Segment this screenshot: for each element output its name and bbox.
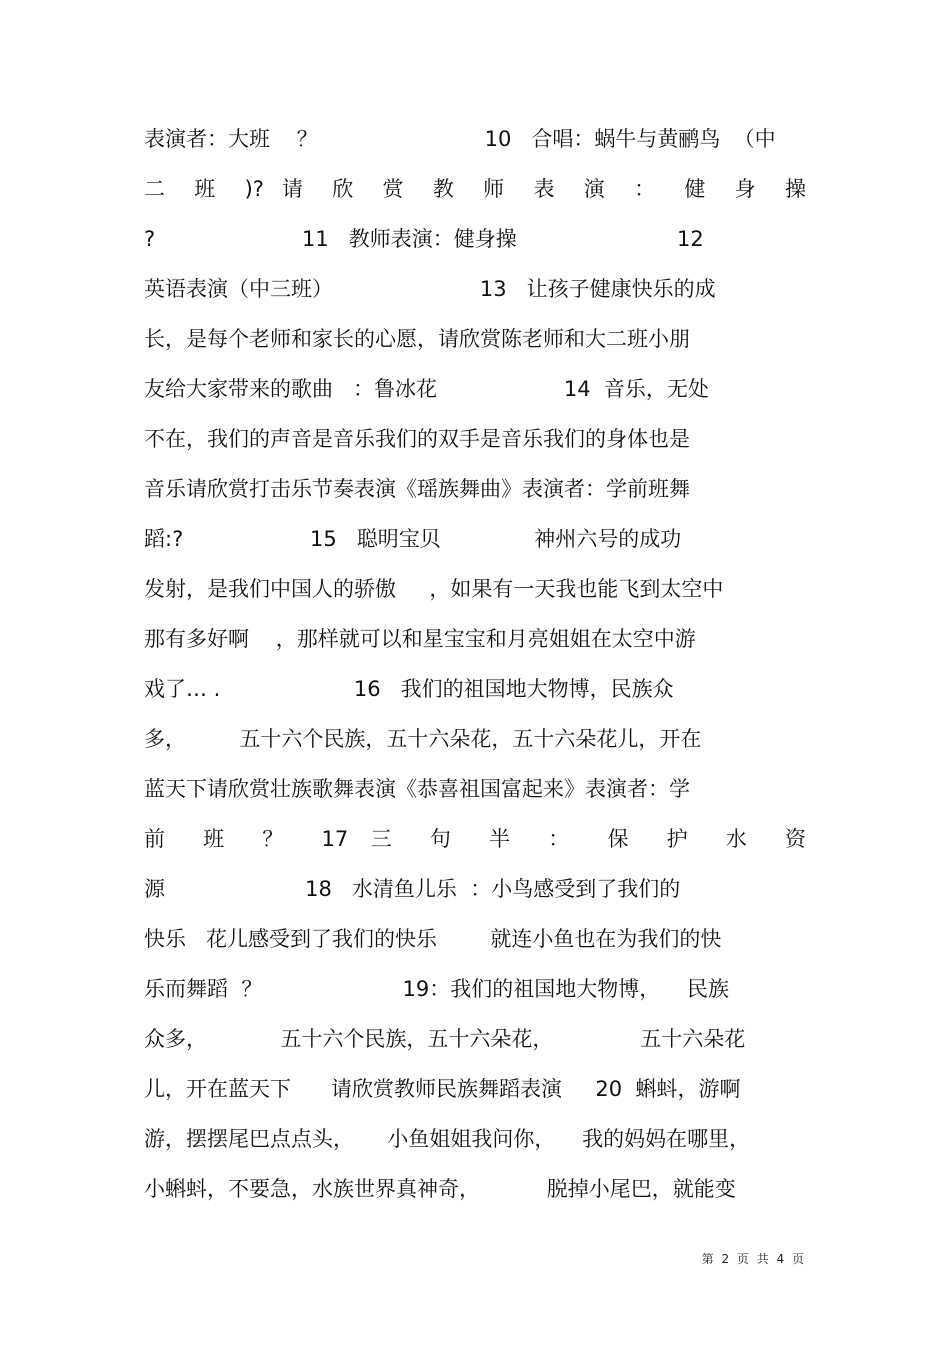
page-number-footer: 第 2 页 共 4 页 bbox=[701, 1252, 806, 1266]
text-line: 游，摆摆尾巴点点头， 小鱼姐姐我问你， 我的妈妈在哪里， bbox=[144, 1127, 751, 1151]
text-line: 发射，是我们中国人的骄傲 ，如果有一天我也能飞到太空中 bbox=[144, 577, 724, 601]
text-line: 前 班 ？ 17 三 句 半 ： 保 护 水 资 bbox=[144, 827, 806, 851]
text-line: 源 18 水清鱼儿乐 ：小鸟感受到了我们的 bbox=[144, 877, 681, 901]
text-line: 友给大家带来的歌曲 ：鲁冰花 14 音乐，无处 bbox=[144, 377, 709, 401]
text-line: 音乐请欣赏打击乐节奏表演《瑶族舞曲》表演者：学前班舞 bbox=[144, 477, 690, 501]
text-line: ? 11 教师表演：健身操 12 bbox=[144, 227, 704, 251]
text-line: 众多， 五十六个民族，五十六朵花， 五十六朵花 bbox=[144, 1027, 746, 1051]
text-line: 不在，我们的声音是音乐我们的双手是音乐我们的身体也是 bbox=[144, 427, 690, 451]
text-line: 儿，开在蓝天下 请欣赏教师民族舞蹈表演 20 蝌蚪，游啊 bbox=[144, 1077, 741, 1101]
text-line: 乐而舞蹈 ？ 19：我们的祖国地大物博， 民族 bbox=[144, 977, 729, 1001]
text-line: 长，是每个老师和家长的心愿，请欣赏陈老师和大二班小朋 bbox=[144, 327, 690, 351]
text-line: 蓝天下请欣赏壮族歌舞表演《恭喜祖国富起来》表演者：学 bbox=[144, 777, 690, 801]
text-line: 那有多好啊 ，那样就可以和星宝宝和月亮姐姐在太空中游 bbox=[144, 627, 696, 651]
text-line: 英语表演（中三班） 13 让孩子健康快乐的成 bbox=[144, 277, 716, 301]
text-line: 蹈:? 15 聪明宝贝 神州六号的成功 bbox=[144, 527, 682, 551]
document-body bbox=[144, 114, 806, 1214]
text-line: 二 班 )? 请 欣 赏 教 师 表 演 ： 健 身 操 bbox=[144, 177, 806, 201]
text-line: 快乐 花儿感受到了我们的快乐 就连小鱼也在为我们的快 bbox=[144, 927, 722, 951]
text-line: 戏了… . 16 我们的祖国地大物博，民族众 bbox=[144, 677, 674, 701]
text-line: 表演者：大班 ？ 10 合唱：蜗牛与黄鹂鸟 （中 bbox=[144, 127, 776, 151]
text-line: 多， 五十六个民族，五十六朵花，五十六朵花儿，开在 bbox=[144, 727, 702, 751]
text-line: 小蝌蚪，不要急，水族世界真神奇， 脱掉小尾巴，就能变 bbox=[144, 1177, 736, 1201]
